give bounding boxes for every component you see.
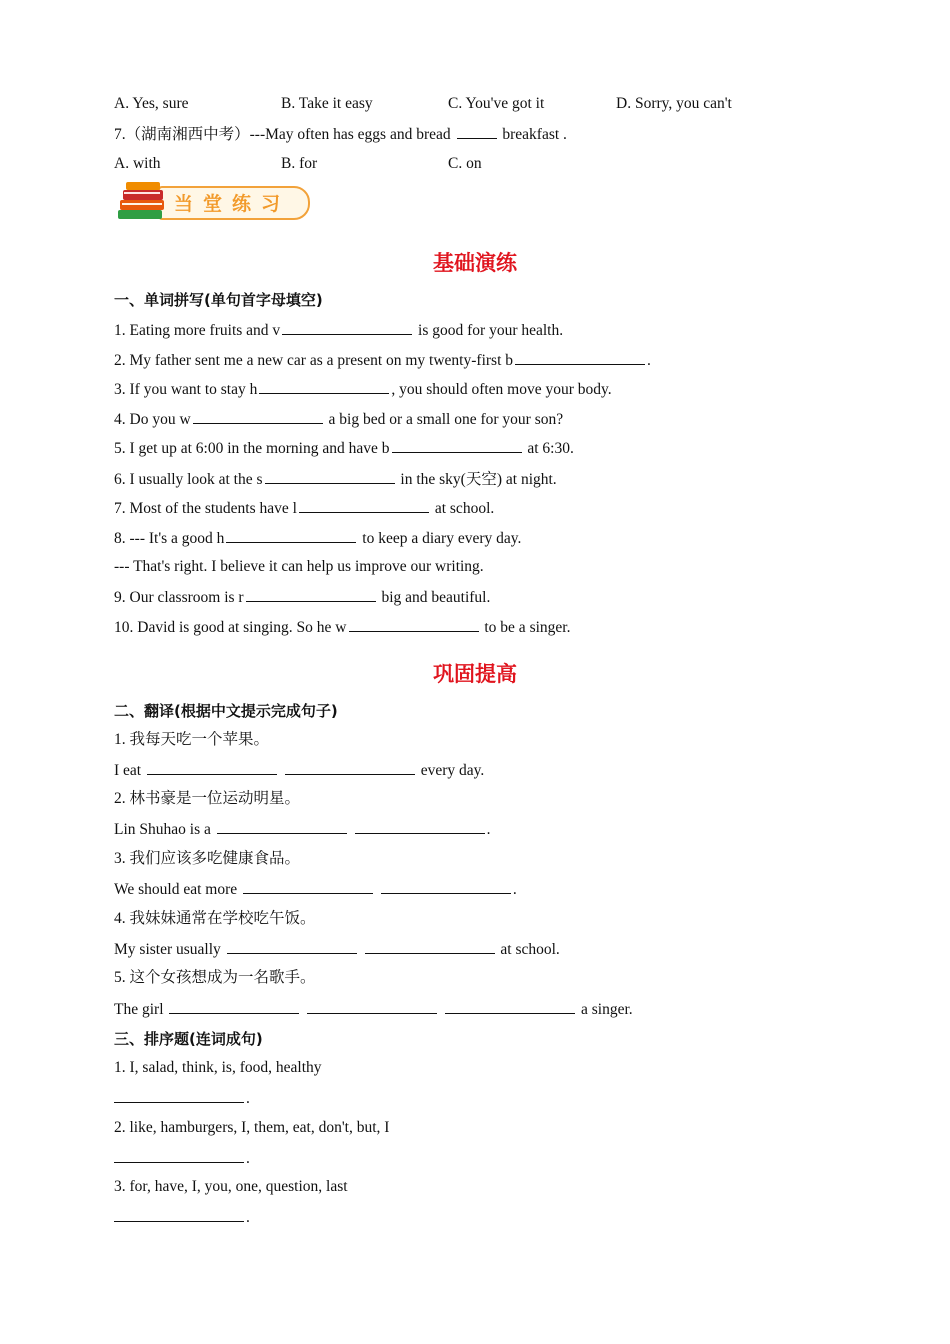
list-item — [114, 819, 491, 840]
item-text: at school. — [430, 500, 495, 517]
option-a: A. with — [114, 155, 161, 172]
list-item — [114, 999, 633, 1020]
question-7 — [114, 124, 567, 145]
item-text: The girl — [114, 1001, 164, 1018]
answer-blank[interactable] — [226, 528, 356, 543]
list-item — [114, 528, 521, 549]
item-text: a big bed or a small one for your son? — [324, 411, 564, 428]
answer-blank[interactable] — [193, 409, 323, 424]
item-text: a singer. — [577, 1001, 633, 1018]
item-text: big and beautiful. — [377, 589, 491, 606]
section-1-title: 一、单词拼写(单句首字母填空) — [114, 291, 323, 309]
option-c: C. You've got it — [448, 95, 545, 112]
item-text: at 6:30. — [523, 440, 574, 457]
item-text: . — [512, 881, 517, 898]
question-7-prefix: 7.（湖南湘西中考）---May often has eggs and bread — [114, 126, 451, 143]
q7-options — [114, 154, 482, 174]
answer-blank[interactable] — [243, 879, 373, 894]
answer-blank[interactable] — [259, 379, 389, 394]
item-text: to keep a diary every day. — [358, 530, 522, 547]
list-item — [114, 498, 494, 519]
question-7-suffix: breakfast . — [502, 126, 567, 143]
item-text: 1. Eating more fruits and v — [114, 322, 281, 339]
answer-blank[interactable] — [355, 819, 485, 834]
item-text: 7. Most of the students have l — [114, 500, 297, 517]
option-b: B. for — [281, 155, 318, 172]
answer-line — [114, 1207, 250, 1228]
item-text: 2. My father sent me a new car as a present on my twenty-first b — [114, 352, 513, 369]
list-item — [114, 760, 484, 781]
item-text: Lin Shuhao is a — [114, 821, 211, 838]
answer-blank[interactable] — [285, 760, 415, 775]
item-text: . — [647, 352, 651, 369]
item-text: 8. --- It's a good h — [114, 530, 225, 547]
list-item — [114, 409, 563, 430]
option-b: B. Take it easy — [281, 95, 373, 112]
answer-blank[interactable] — [147, 760, 277, 775]
item-text: at school. — [496, 941, 560, 958]
practice-badge — [114, 180, 310, 226]
answer-blank[interactable] — [246, 587, 376, 602]
period: . — [246, 1090, 250, 1107]
q6-options — [114, 94, 732, 114]
answer-blank[interactable] — [169, 999, 299, 1014]
word-list: 2. like, hamburgers, I, them, eat, don't, but, I — [114, 1119, 390, 1136]
list-item — [114, 617, 570, 638]
chinese-prompt: 1. 我每天吃一个苹果。 — [114, 731, 270, 748]
list-item — [114, 379, 612, 400]
answer-blank[interactable] — [227, 939, 357, 954]
item-text: , you should often move your body. — [391, 381, 612, 398]
item-text: every day. — [416, 762, 485, 779]
item-text: My sister usually — [114, 941, 221, 958]
item-text: to be a singer. — [480, 619, 571, 636]
answer-blank[interactable] — [114, 1088, 244, 1103]
answer-blank[interactable] — [114, 1207, 244, 1222]
chinese-prompt: 5. 这个女孩想成为一名歌手。 — [114, 969, 316, 986]
books-icon — [114, 180, 172, 226]
period: . — [246, 1209, 250, 1226]
item-text: 9. Our classroom is r — [114, 589, 244, 606]
item-text: is good for your health. — [414, 322, 564, 339]
answer-blank[interactable] — [217, 819, 347, 834]
answer-blank[interactable] — [282, 320, 412, 335]
chinese-prompt: 3. 我们应该多吃健康食品。 — [114, 850, 301, 867]
answer-blank[interactable] — [114, 1148, 244, 1163]
answer-blank[interactable] — [392, 438, 522, 453]
chinese-prompt: 4. 我妹妹通常在学校吃午饭。 — [114, 910, 316, 927]
item-text: 6. I usually look at the s — [114, 471, 263, 488]
badge-title: 当堂练习 — [174, 193, 291, 215]
item-text: 4. Do you w — [114, 411, 191, 428]
list-item — [114, 469, 557, 490]
list-item — [114, 879, 517, 900]
answer-blank[interactable] — [381, 879, 511, 894]
list-item — [114, 587, 490, 608]
item-text: . — [486, 821, 491, 838]
list-item — [114, 320, 563, 341]
item-text: 3. If you want to stay h — [114, 381, 258, 398]
answer-blank[interactable] — [457, 124, 497, 139]
word-list: 1. I, salad, think, is, food, healthy — [114, 1059, 322, 1076]
option-c: C. on — [448, 155, 482, 172]
answer-blank[interactable] — [307, 999, 437, 1014]
list-item — [114, 939, 560, 960]
word-list: 3. for, have, I, you, one, question, last — [114, 1178, 348, 1195]
item-text: in the sky(天空) at night. — [396, 471, 557, 488]
basic-heading: 基础演练 — [433, 251, 517, 275]
item-text: We should eat more — [114, 881, 238, 898]
period: . — [246, 1150, 250, 1167]
item-text: 10. David is good at singing. So he w — [114, 619, 347, 636]
answer-blank[interactable] — [445, 999, 575, 1014]
option-a: A. Yes, sure — [114, 95, 189, 112]
answer-blank[interactable] — [349, 617, 479, 632]
item-8-reply: --- That's right. I believe it can help us improve our writing. — [114, 558, 484, 575]
answer-line — [114, 1088, 250, 1109]
item-text: I eat — [114, 762, 142, 779]
answer-line — [114, 1148, 250, 1169]
list-item — [114, 438, 574, 459]
option-d: D. Sorry, you can't — [616, 95, 732, 112]
answer-blank[interactable] — [299, 498, 429, 513]
answer-blank[interactable] — [515, 350, 645, 365]
answer-blank[interactable] — [265, 469, 395, 484]
improve-heading: 巩固提高 — [433, 662, 517, 686]
list-item — [114, 350, 651, 371]
section-2-title: 二、翻译(根据中文提示完成句子) — [114, 702, 338, 720]
section-3-title: 三、排序题(连词成句) — [114, 1030, 263, 1048]
item-text: 5. I get up at 6:00 in the morning and have b — [114, 440, 390, 457]
answer-blank[interactable] — [365, 939, 495, 954]
chinese-prompt: 2. 林书豪是一位运动明星。 — [114, 790, 301, 807]
